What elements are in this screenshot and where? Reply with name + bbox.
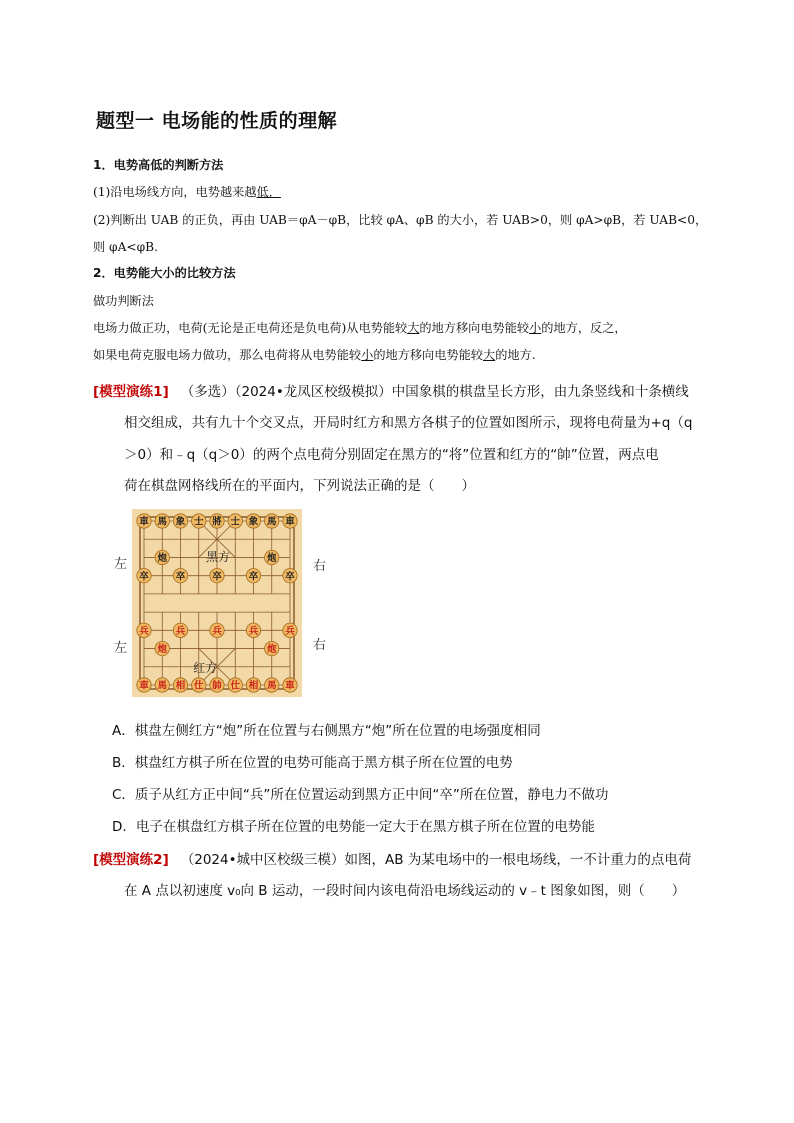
page-title: 题型一 电场能的性质的理解	[96, 110, 338, 132]
chess-piece-label: 兵	[175, 625, 186, 637]
answer-small: 小	[361, 348, 374, 362]
chess-piece-label: 士	[193, 516, 204, 528]
chess-piece-label: 馬	[157, 680, 168, 692]
chess-piece-label: 兵	[248, 625, 259, 637]
exercise2-tag: [模型演练2]	[93, 852, 169, 868]
chess-piece-label: 車	[139, 680, 149, 692]
section1-item2-cont: 则 φA<φB.	[93, 240, 158, 254]
exercise2-line2: 在 A 点以初速度 v₀向 B 运动，一段时间内该电荷沿电场线运动的 v﹣t 图象如图，则（ ）	[124, 883, 686, 899]
chess-piece-label: 馬	[266, 680, 277, 692]
chess-piece-label: 帥	[212, 680, 222, 692]
chess-piece-label: 卒	[212, 571, 222, 583]
chess-piece-label: 象	[175, 516, 186, 528]
chess-piece-label: 炮	[157, 553, 168, 565]
text-span: 的地方移向电势能较	[373, 348, 483, 362]
board-label-left-top: 左	[114, 557, 128, 572]
chess-piece-label: 相	[248, 680, 259, 692]
item1-text: (1)沿电场线方向，电势越来越	[93, 185, 257, 199]
chess-piece-label: 卒	[175, 571, 186, 583]
option-b: B．棋盘红方棋子所在位置的电势可能高于黑方棋子所在位置的电势	[112, 755, 513, 771]
exercise-text: （多选）（2024•龙凤区校级模拟）中国象棋的棋盘呈长方形，由九条竖线和十条横线	[180, 384, 689, 400]
section1-item2: (2)判断出 UAB 的正负，再由 UAB＝φA－φB，比较 φA、φB 的大小，若 UAB>0，则 φA>φB，若 UAB<0，	[93, 213, 708, 227]
exercise1-line2: 相交组成，共有九十个交叉点，开局时红方和黑方各棋子的位置如图所示，现将电荷量为+q（q	[124, 415, 693, 431]
exercise1-tag: [模型演练1]	[93, 384, 169, 400]
chess-board-figure	[132, 509, 302, 697]
chess-board-svg	[132, 509, 302, 697]
chess-piece-label: 車	[139, 516, 149, 528]
chess-piece-label: 兵	[139, 625, 149, 637]
section1-heading: 1．电势高低的判断方法	[93, 158, 224, 172]
chess-piece-label: 兵	[212, 625, 222, 637]
section2-subheading: 做功判断法	[93, 294, 154, 308]
section2-heading: 2．电势能大小的比较方法	[93, 266, 236, 280]
item1-answer: 低．	[256, 185, 281, 199]
chess-piece-label: 馬	[157, 516, 168, 528]
chess-piece-label: 馬	[266, 516, 277, 528]
section2-line1	[93, 319, 627, 336]
text-span: 的地方.	[495, 348, 536, 362]
chess-piece-label: 仕	[230, 680, 241, 692]
chess-piece-label: 仕	[193, 680, 204, 692]
board-label-left-bottom: 左	[114, 641, 128, 656]
text-span: 电场力做正功，电荷(无论是正电荷还是负电荷)从电势能较	[93, 321, 408, 335]
chess-piece-label: 象	[248, 516, 259, 528]
section1-item1	[93, 183, 281, 200]
chess-piece-label: 車	[285, 516, 295, 528]
board-label-red: 红方	[193, 661, 218, 676]
exercise1-line4: 荷在棋盘网格线所在的平面内，下列说法正确的是（ ）	[124, 478, 475, 494]
chess-piece-label: 炮	[157, 644, 168, 656]
chess-piece-label: 炮	[266, 553, 277, 565]
option-d: D．电子在棋盘红方棋子所在位置的电势能一定大于在黑方棋子所在位置的电势能	[112, 819, 595, 835]
section2-line2	[93, 346, 536, 363]
answer-small: 小	[529, 321, 542, 335]
chess-piece-label: 炮	[266, 644, 277, 656]
chess-piece-label: 車	[285, 680, 295, 692]
option-a: A．棋盘左侧红方“炮”所在位置与右侧黑方“炮”所在位置的电场强度相同	[112, 723, 541, 739]
exercise2-line1	[93, 848, 691, 868]
board-label-right-top: 右	[313, 559, 327, 574]
chess-piece-label: 相	[175, 680, 186, 692]
option-c: C．质子从红方正中间“兵”所在位置运动到黑方正中间“卒”所在位置，静电力不做功	[112, 787, 609, 803]
chess-piece-label: 兵	[285, 625, 295, 637]
text-span: 的地方移向电势能较	[419, 321, 530, 335]
chess-piece-label: 卒	[285, 571, 295, 583]
chess-piece-label: 將	[212, 516, 222, 528]
text-span: 的地方，反之，	[541, 321, 627, 335]
chess-piece-label: 士	[230, 516, 241, 528]
chess-piece-label: 卒	[139, 571, 149, 583]
answer-big: 大	[407, 321, 420, 335]
exercise-text: （2024•城中区校级三模）如图，AB 为某电场中的一根电场线，一不计重力的点电荷	[180, 852, 692, 868]
text-span: 如果电荷克服电场力做功，那么电荷将从电势能较	[93, 348, 362, 362]
exercise1-line3: ＞0）和﹣q（q＞0）的两个点电荷分别固定在黑方的“将”位置和红方的“帥”位置，两点电	[124, 447, 659, 463]
exercise1-line1	[93, 380, 689, 400]
chess-piece-label: 卒	[248, 571, 259, 583]
board-label-right-bottom: 右	[313, 638, 327, 653]
answer-big: 大	[483, 348, 496, 362]
board-label-black: 黑方	[206, 550, 231, 565]
